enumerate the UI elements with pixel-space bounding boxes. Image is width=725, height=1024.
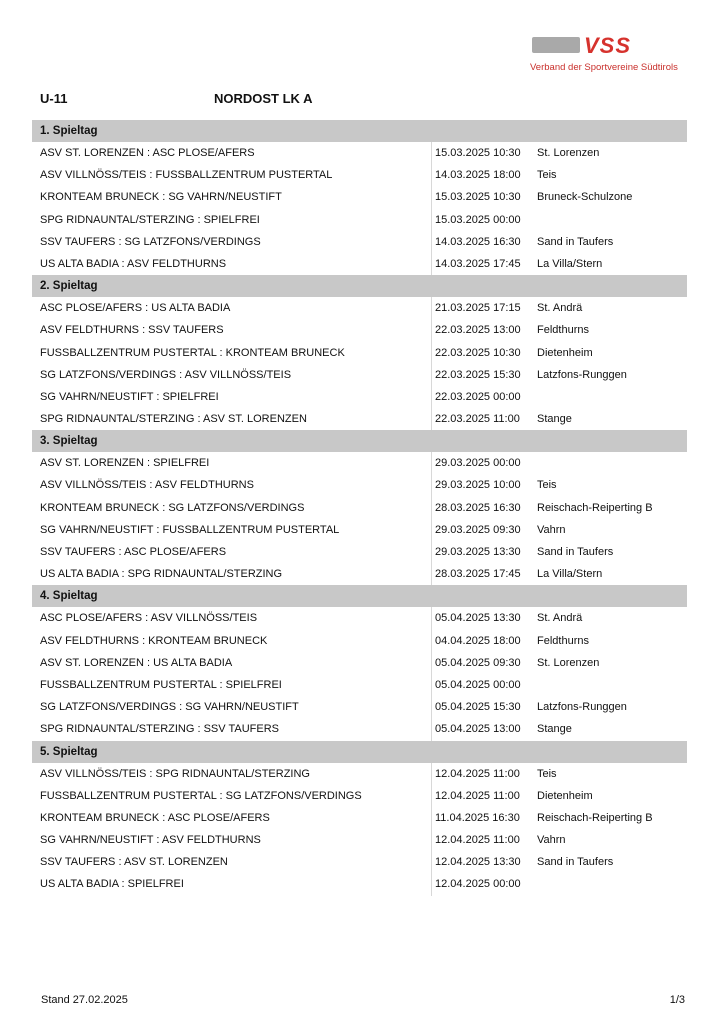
match-venue: Latzfons-Runggen [537, 701, 627, 714]
match-datetime: 22.03.2025 10:30 [435, 346, 521, 359]
match-datetime: 21.03.2025 17:15 [435, 302, 521, 315]
match-venue: Reischach-Reiperting B [537, 501, 653, 514]
match-venue: St. Andrä [537, 302, 583, 315]
column-divider [431, 563, 432, 585]
column-divider [431, 652, 432, 674]
match-datetime: 15.03.2025 00:00 [435, 213, 521, 226]
match-row [32, 696, 687, 718]
match-pairing: KRONTEAM BRUNECK : ASC PLOSE/AFERS [40, 811, 270, 824]
match-row [32, 319, 687, 341]
column-divider [431, 164, 432, 186]
match-pairing: KRONTEAM BRUNECK : SG VAHRN/NEUSTIFT [40, 191, 282, 204]
match-pairing: ASV VILLNÖSS/TEIS : FUSSBALLZENTRUM PUSTERTAL [40, 169, 333, 182]
column-divider [431, 474, 432, 496]
column-divider [431, 696, 432, 718]
match-row [32, 386, 687, 408]
match-pairing: ASC PLOSE/AFERS : US ALTA BADIA [40, 302, 231, 315]
match-datetime: 28.03.2025 17:45 [435, 568, 521, 581]
match-pairing: ASV VILLNÖSS/TEIS : ASV FELDTHURNS [40, 479, 254, 492]
column-divider [431, 630, 432, 652]
logo-subtitle: Verband der Sportvereine Südtirols [530, 62, 678, 73]
match-pairing: SG LATZFONS/VERDINGS : ASV VILLNÖSS/TEIS [40, 368, 292, 381]
column-divider [431, 408, 432, 430]
match-row [32, 408, 687, 430]
column-divider [431, 209, 432, 231]
match-datetime: 28.03.2025 16:30 [435, 501, 521, 514]
match-datetime: 12.04.2025 11:00 [435, 834, 520, 847]
match-row [32, 164, 687, 186]
match-row [32, 541, 687, 563]
match-pairing: ASC PLOSE/AFERS : ASV VILLNÖSS/TEIS [40, 612, 258, 625]
match-row [32, 785, 687, 807]
match-datetime: 15.03.2025 10:30 [435, 191, 521, 204]
match-row [32, 253, 687, 275]
match-venue: Teis [537, 767, 557, 780]
column-divider [431, 297, 432, 319]
match-venue: St. Andrä [537, 612, 583, 625]
match-row [32, 652, 687, 674]
match-pairing: SG VAHRN/NEUSTIFT : ASV FELDTHURNS [40, 834, 261, 847]
match-datetime: 12.04.2025 11:00 [435, 789, 520, 802]
match-datetime: 12.04.2025 00:00 [435, 878, 521, 891]
match-row [32, 807, 687, 829]
match-row [32, 607, 687, 629]
match-venue: Reischach-Reiperting B [537, 811, 653, 824]
match-row [32, 364, 687, 386]
match-pairing: ASV ST. LORENZEN : ASC PLOSE/AFERS [40, 147, 255, 159]
match-pairing: FUSSBALLZENTRUM PUSTERTAL : SPIELFREI [40, 678, 282, 691]
match-pairing: SSV TAUFERS : ASV ST. LORENZEN [40, 856, 228, 869]
column-divider [431, 364, 432, 386]
schedule-table [32, 120, 687, 896]
match-datetime: 05.04.2025 13:00 [435, 723, 521, 736]
match-pairing: ASV ST. LORENZEN : US ALTA BADIA [40, 656, 233, 669]
logo-gray-bar [532, 37, 580, 53]
stand-date: Stand 27.02.2025 [41, 994, 128, 1006]
column-divider [431, 186, 432, 208]
column-divider [431, 231, 432, 253]
match-venue: Stange [537, 723, 572, 736]
match-venue: Feldthurns [537, 634, 589, 647]
matchday-header: 2. Spieltag [32, 275, 687, 297]
match-row [32, 718, 687, 740]
match-venue: Sand in Taufers [537, 856, 614, 869]
logo-text: VSS [584, 33, 632, 58]
match-row [32, 851, 687, 873]
column-divider [431, 253, 432, 275]
match-pairing: KRONTEAM BRUNECK : SG LATZFONS/VERDINGS [40, 501, 305, 514]
match-row [32, 452, 687, 474]
match-row [32, 497, 687, 519]
match-pairing: SG VAHRN/NEUSTIFT : FUSSBALLZENTRUM PUSTERTAL [40, 523, 340, 536]
match-venue: Teis [537, 479, 557, 492]
match-datetime: 29.03.2025 00:00 [435, 457, 521, 470]
match-venue: Dietenheim [537, 346, 593, 359]
match-venue: Vahrn [537, 834, 566, 847]
match-datetime: 14.03.2025 18:00 [435, 169, 521, 182]
column-divider [431, 785, 432, 807]
match-venue: Vahrn [537, 523, 566, 536]
match-pairing: FUSSBALLZENTRUM PUSTERTAL : SG LATZFONS/VERDINGS [40, 789, 362, 802]
match-pairing: SG VAHRN/NEUSTIFT : SPIELFREI [40, 390, 219, 403]
match-datetime: 29.03.2025 09:30 [435, 523, 521, 536]
match-venue: Latzfons-Runggen [537, 368, 627, 381]
match-datetime: 14.03.2025 17:45 [435, 257, 521, 270]
column-divider [431, 829, 432, 851]
match-venue: St. Lorenzen [537, 656, 600, 669]
match-pairing: SPG RIDNAUNTAL/STERZING : ASV ST. LORENZEN [40, 413, 307, 426]
match-datetime: 29.03.2025 13:30 [435, 546, 521, 558]
match-datetime: 05.04.2025 00:00 [435, 678, 521, 691]
match-datetime: 15.03.2025 10:30 [435, 147, 521, 159]
match-row [32, 186, 687, 208]
matchday-header: 4. Spieltag [32, 585, 687, 607]
age-group-title: U-11 [40, 91, 68, 106]
match-row [32, 873, 687, 895]
match-datetime: 12.04.2025 11:00 [435, 767, 520, 780]
match-datetime: 22.03.2025 00:00 [435, 390, 521, 403]
column-divider [431, 541, 432, 563]
match-pairing: ASV ST. LORENZEN : SPIELFREI [40, 457, 210, 470]
match-datetime: 11.04.2025 16:30 [435, 811, 520, 824]
column-divider [431, 763, 432, 785]
match-datetime: 22.03.2025 15:30 [435, 368, 521, 381]
match-pairing: SPG RIDNAUNTAL/STERZING : SPIELFREI [40, 213, 260, 226]
match-datetime: 22.03.2025 13:00 [435, 324, 521, 337]
column-divider [431, 674, 432, 696]
match-pairing: US ALTA BADIA : SPG RIDNAUNTAL/STERZING [40, 568, 283, 581]
match-venue: Stange [537, 413, 572, 426]
column-divider [431, 873, 432, 895]
match-pairing: SSV TAUFERS : ASC PLOSE/AFERS [40, 546, 227, 558]
match-row [32, 474, 687, 496]
match-row [32, 342, 687, 364]
column-divider [431, 497, 432, 519]
matchday-header: 1. Spieltag [32, 120, 687, 142]
match-pairing: FUSSBALLZENTRUM PUSTERTAL : KRONTEAM BRUNECK [40, 346, 345, 359]
match-venue: La Villa/Stern [537, 568, 603, 581]
match-row [32, 519, 687, 541]
match-pairing: US ALTA BADIA : SPIELFREI [40, 878, 184, 891]
match-datetime: 05.04.2025 13:30 [435, 612, 521, 625]
match-pairing: SG LATZFONS/VERDINGS : SG VAHRN/NEUSTIFT [40, 701, 299, 714]
match-pairing: ASV FELDTHURNS : KRONTEAM BRUNECK [40, 634, 268, 647]
match-datetime: 04.04.2025 18:00 [435, 634, 521, 647]
match-row [32, 674, 687, 696]
match-row [32, 563, 687, 585]
match-venue: Sand in Taufers [537, 235, 614, 248]
match-venue: St. Lorenzen [537, 147, 600, 159]
match-row [32, 763, 687, 785]
column-divider [431, 142, 432, 164]
match-datetime: 05.04.2025 09:30 [435, 656, 521, 669]
match-venue: Sand in Taufers [537, 546, 614, 558]
match-datetime: 22.03.2025 11:00 [435, 413, 520, 426]
match-pairing: SSV TAUFERS : SG LATZFONS/VERDINGS [40, 235, 261, 248]
match-row [32, 209, 687, 231]
match-pairing: SPG RIDNAUNTAL/STERZING : SSV TAUFERS [40, 723, 279, 736]
column-divider [431, 386, 432, 408]
column-divider [431, 807, 432, 829]
match-pairing: ASV FELDTHURNS : SSV TAUFERS [40, 324, 224, 337]
match-row [32, 297, 687, 319]
match-datetime: 12.04.2025 13:30 [435, 856, 521, 869]
match-venue: Bruneck-Schulzone [537, 191, 633, 204]
match-venue: Feldthurns [537, 324, 589, 337]
match-datetime: 29.03.2025 10:00 [435, 479, 521, 492]
match-row [32, 829, 687, 851]
column-divider [431, 452, 432, 474]
column-divider [431, 342, 432, 364]
match-venue: Teis [537, 169, 557, 182]
column-divider [431, 718, 432, 740]
column-divider [431, 607, 432, 629]
match-datetime: 14.03.2025 16:30 [435, 235, 521, 248]
match-pairing: ASV VILLNÖSS/TEIS : SPG RIDNAUNTAL/STERZING [40, 767, 310, 780]
league-title: NORDOST LK A [214, 91, 313, 106]
match-row [32, 231, 687, 253]
column-divider [431, 519, 432, 541]
column-divider [431, 319, 432, 341]
matchday-header: 3. Spieltag [32, 430, 687, 452]
match-pairing: US ALTA BADIA : ASV FELDTHURNS [40, 257, 227, 270]
column-divider [431, 851, 432, 873]
match-datetime: 05.04.2025 15:30 [435, 701, 521, 714]
page-number: 1/3 [669, 994, 685, 1006]
match-venue: Dietenheim [537, 789, 593, 802]
matchday-header: 5. Spieltag [32, 741, 687, 763]
match-row [32, 630, 687, 652]
match-venue: La Villa/Stern [537, 257, 603, 270]
match-row [32, 142, 687, 164]
